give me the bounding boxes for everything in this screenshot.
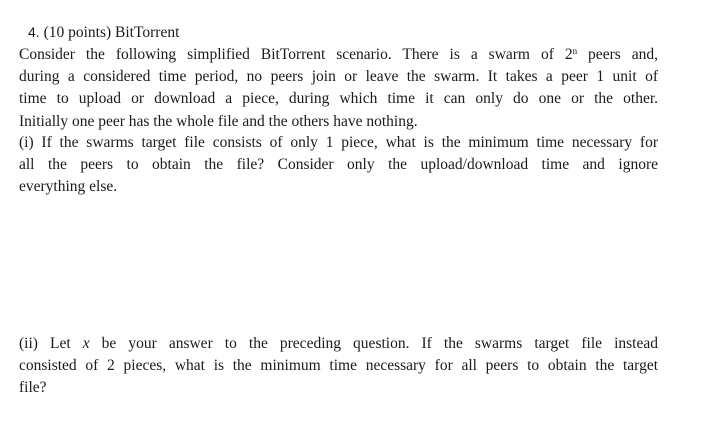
part-ii-line-3: file? [19,379,47,397]
variable-x: x [82,335,90,352]
question-title: BitTorrent [115,24,180,41]
part-i-line-2: all the peers to obtain the file? Consider only the upload/download time and ignore [19,156,658,174]
question-heading [28,21,179,44]
intro-paragraph [19,44,658,133]
intro-line-4: Initially one peer has the whole file and the others have nothing. [19,112,418,130]
part-ii-line-1-text-b: be your answer to the preceding question. If the swarms target file instead [89,335,658,352]
intro-line-1-text-b: peers and, [577,46,658,63]
intro-line-1-text-a: Consider the following simplified BitTorrent scenario. There is a swarm of 2 [19,46,573,63]
part-i-line-3: everything else. [19,178,118,196]
part-ii-line-2: consisted of 2 pieces, what is the minimum time necessary for all peers to obtain the target [19,357,658,375]
part-ii-paragraph [19,333,658,400]
question-points: (10 points) [43,24,112,41]
part-ii-line-1 [19,333,658,355]
intro-line-3: time to upload or download a piece, during which time it can only do one or the other. [19,90,658,108]
question-number: 4. [28,24,40,40]
part-ii-line-1-text-a: (ii) Let [19,335,83,352]
intro-line-1 [19,44,658,66]
intro-line-2: during a considered time period, no peers join or leave the swarm. It takes a peer 1 unit of [19,68,658,86]
exponent-n: n [572,46,578,56]
part-i-paragraph [19,132,658,199]
part-i-line-1: (i) If the swarms target file consists of only 1 piece, what is the minimum time necessary for [19,134,658,151]
